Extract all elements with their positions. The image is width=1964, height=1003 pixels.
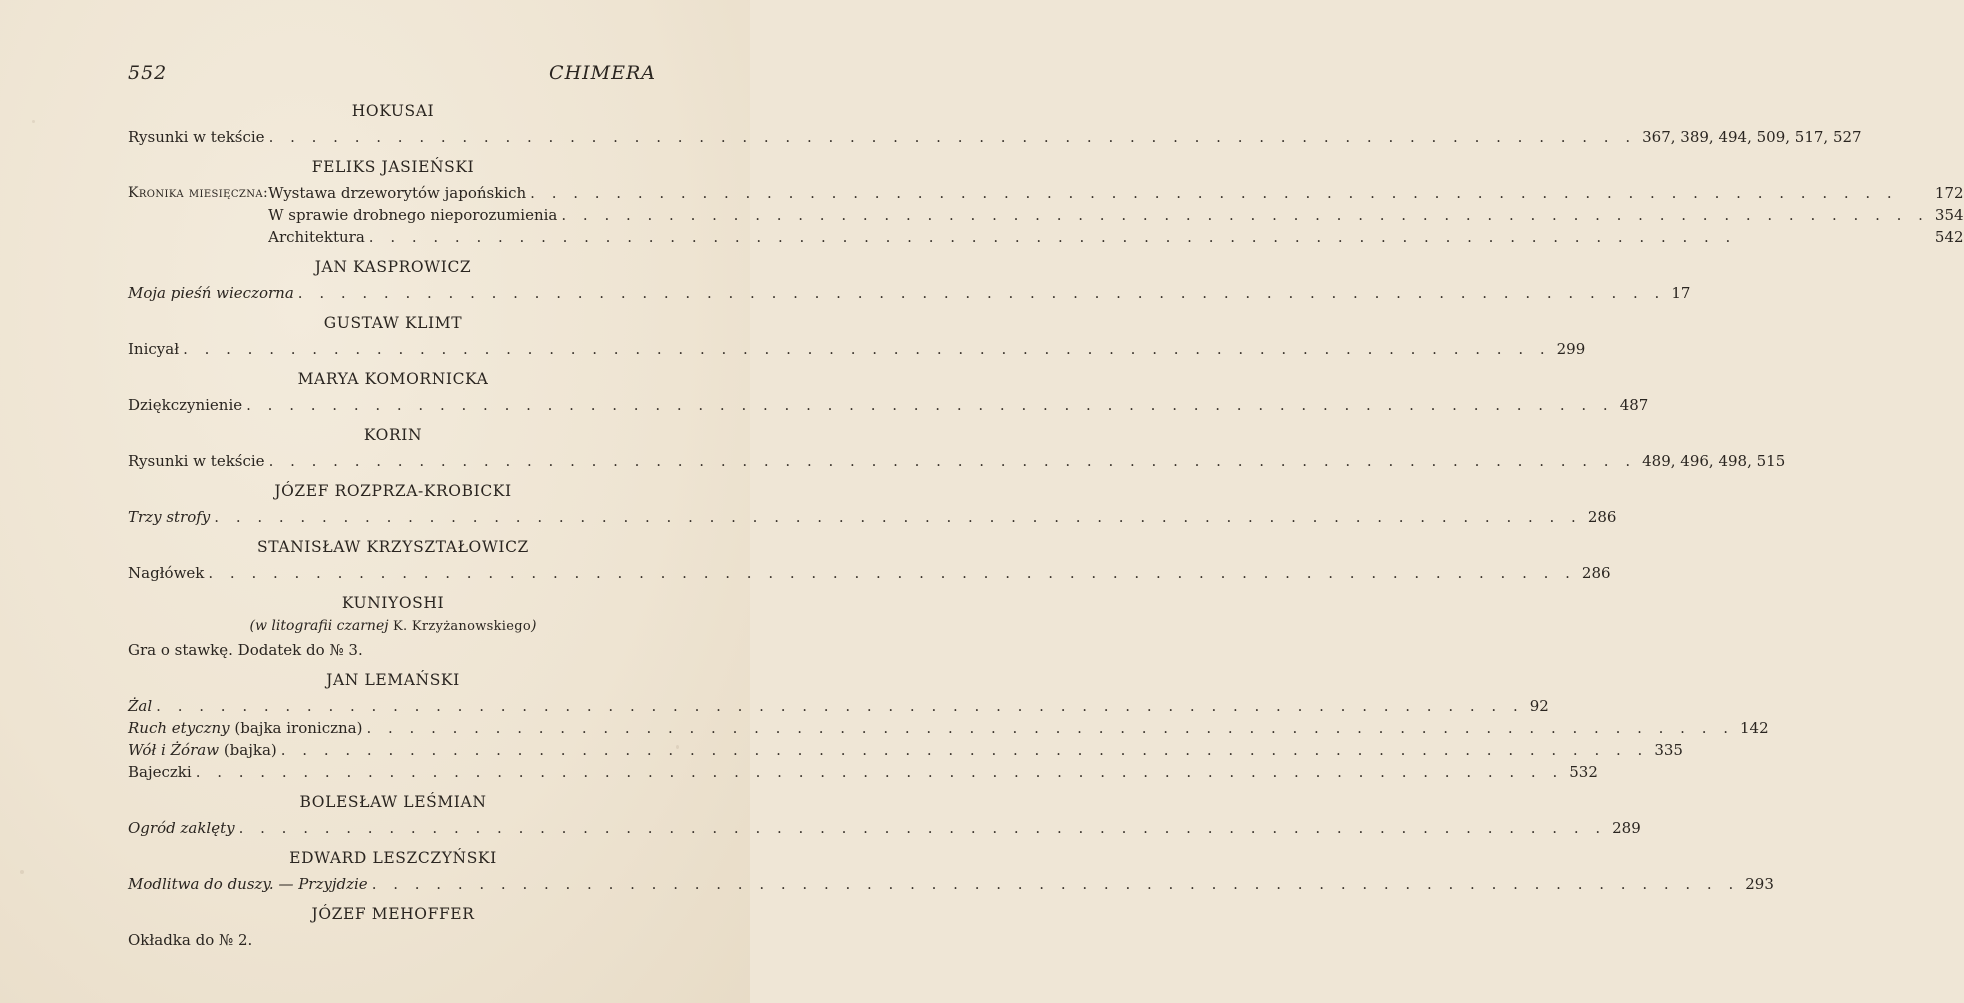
entry-title: Ruch etyczny (128, 719, 230, 737)
index-entry (128, 394, 1649, 416)
leader-dots (208, 562, 1576, 584)
index-entry (128, 338, 1586, 360)
entry-pages: 293 (1745, 875, 1774, 893)
leader-dots (298, 282, 1666, 304)
entry-pages: 17 (1671, 284, 1691, 302)
entry-title: Architektura (268, 228, 365, 246)
entry-pages: 92 (1529, 697, 1549, 715)
leader-dots (214, 506, 1582, 528)
leader-dots (372, 873, 1740, 895)
author-heading: GUSTAW KLIMT (323, 314, 463, 332)
paper-spot (32, 120, 35, 123)
entry-pages: 354 (1934, 206, 1964, 224)
plain-entry: Okładka do № 2. (128, 931, 253, 949)
entry-title: Rysunki w tekście (128, 128, 265, 146)
entry-title: Trzy strofy (128, 508, 211, 526)
author-subtitle (128, 616, 658, 637)
subtitle-name: K. Krzyżanowskiego (393, 619, 532, 634)
entry-pages: 367, 389, 494, 509, 517, 527 (1642, 128, 1862, 146)
entry-title: Wystawa drzeworytów japońskich (268, 184, 527, 202)
entry-title: Moja pieśń wieczorna (128, 284, 294, 302)
kronika-block (128, 182, 1964, 248)
index-entry (128, 282, 1691, 304)
leader-dots (196, 761, 1564, 783)
entry-pages: 289 (1612, 819, 1641, 837)
leader-dots (183, 338, 1551, 360)
index-entry (128, 126, 1862, 148)
entry-pages: 299 (1556, 340, 1586, 358)
index-entry (128, 817, 1641, 839)
entry-title-wrap (128, 739, 277, 761)
page-number: 552 (128, 62, 168, 84)
entry-title: Rysunki w tekście (128, 452, 265, 470)
leader-dots (156, 695, 1524, 717)
entry-title: Nagłówek (128, 564, 205, 582)
index-entry (128, 695, 1549, 717)
author-heading: KUNIYOSHI (341, 594, 445, 612)
leader-dots (239, 817, 1607, 839)
index-entry (128, 873, 1774, 895)
leader-dots (530, 182, 1929, 204)
entry-title: Żal (128, 697, 153, 715)
paper-spot (20, 870, 24, 874)
author-heading: HOKUSAI (351, 102, 435, 120)
entry-title: Ogród zaklęty (128, 819, 235, 837)
index-content (128, 100, 1964, 951)
entry-pages: 489, 496, 498, 515 (1642, 452, 1786, 470)
author-heading: BOLESŁAW LEŚMIAN (299, 793, 487, 811)
author-heading: JAN KASPROWICZ (314, 258, 472, 276)
entry-suffix: (bajka ironiczna) (234, 719, 363, 737)
index-entry (128, 739, 1683, 761)
author-heading: JAN LEMAŃSKI (326, 671, 460, 689)
entry-title: W sprawie drobnego nieporozumienia (268, 206, 558, 224)
subtitle-close: ) (531, 618, 537, 634)
leader-dots (246, 394, 1614, 416)
entry-pages: 487 (1619, 396, 1649, 414)
index-entry (128, 562, 1611, 584)
index-entry (268, 204, 1963, 226)
entry-title: Bajeczki (128, 763, 192, 781)
author-heading: EDWARD LESZCZYŃSKI (289, 849, 497, 867)
author-heading: KORIN (363, 426, 423, 444)
index-entry (128, 506, 1617, 528)
entry-title: Dziękczynienie (128, 396, 243, 414)
leader-dots (281, 739, 1649, 761)
leader-dots (366, 717, 1734, 739)
kronika-label: Kronika miesięczna: (128, 185, 269, 201)
subtitle-text: (w litografii czarnej (249, 618, 389, 634)
leader-dots (369, 226, 1929, 248)
author-heading: JÓZEF MEHOFFER (311, 905, 475, 923)
leader-dots (269, 126, 1637, 148)
entry-suffix: (bajka) (223, 741, 277, 759)
leader-dots (561, 204, 1929, 226)
entry-pages: 335 (1654, 741, 1683, 759)
journal-title: CHIMERA (549, 62, 656, 84)
entry-pages: 172 (1934, 184, 1964, 202)
index-entry (128, 450, 1786, 472)
author-heading: STANISŁAW KRZYSZTAŁOWICZ (257, 538, 529, 556)
entry-title: Inicyał (128, 340, 180, 358)
entry-title-wrap (128, 717, 362, 739)
entry-title: Modlitwa do duszy. — Przyjdzie (128, 875, 368, 893)
index-entry (268, 182, 1963, 204)
running-header (128, 62, 658, 90)
entry-pages: 286 (1587, 508, 1617, 526)
entry-pages: 286 (1581, 564, 1611, 582)
entry-title: Wół i Żóraw (128, 741, 220, 759)
author-heading: FELIKS JASIEŃSKI (311, 158, 475, 176)
author-heading: JÓZEF ROZPRZA-KROBICKI (274, 482, 512, 500)
entry-pages: 532 (1569, 763, 1598, 781)
leader-dots (269, 450, 1637, 472)
entry-pages: 542 (1934, 228, 1964, 246)
entry-pages: 142 (1740, 719, 1769, 737)
index-entry (128, 761, 1598, 783)
author-heading: MARYA KOMORNICKA (297, 370, 489, 388)
index-entry (128, 717, 1769, 739)
plain-entry: Gra o stawkę. Dodatek do № 3. (128, 641, 363, 659)
index-entry (268, 226, 1963, 248)
